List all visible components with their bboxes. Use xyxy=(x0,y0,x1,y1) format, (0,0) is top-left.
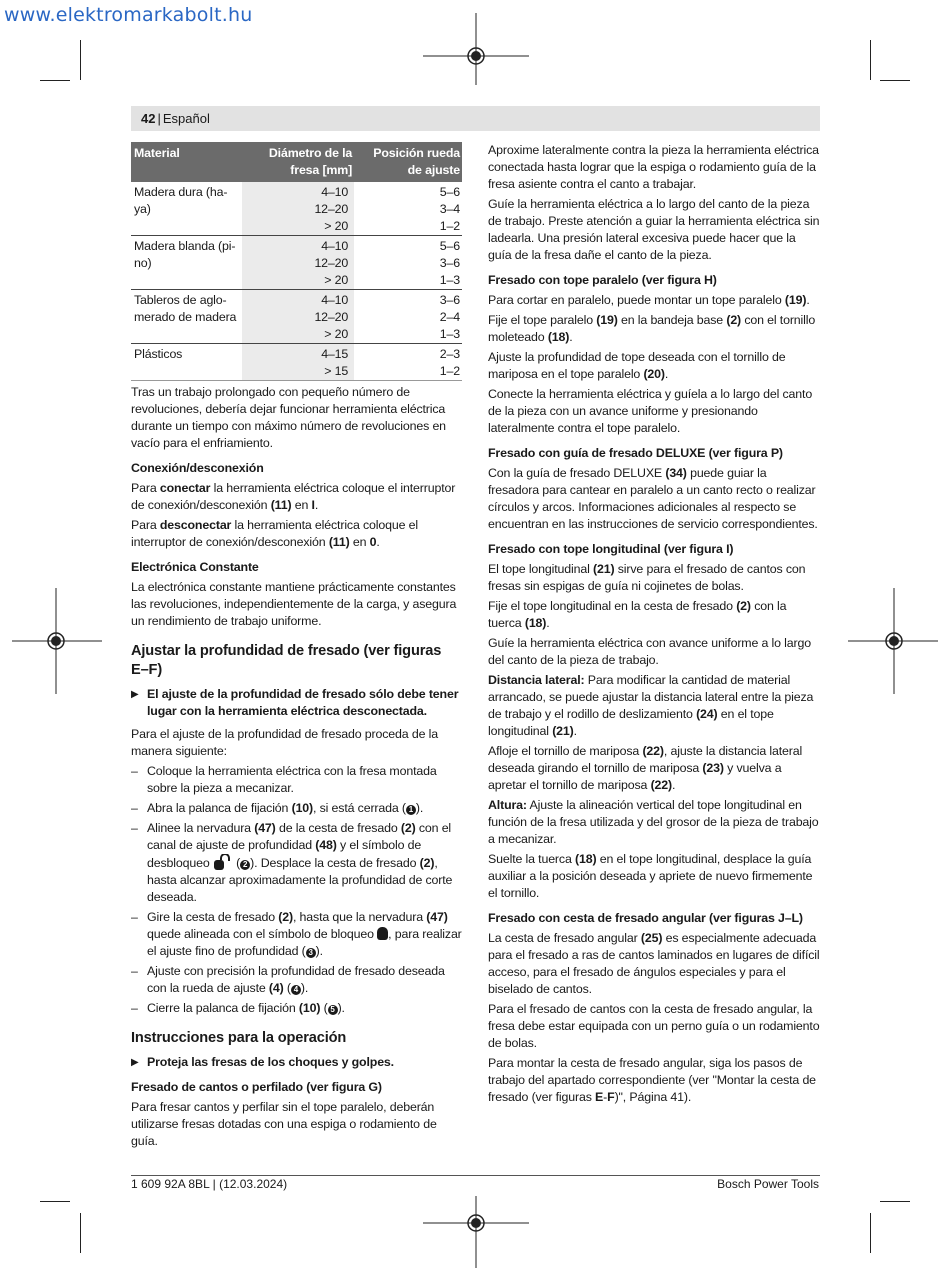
header-language: Español xyxy=(162,111,210,126)
paragraph: Para el fresado de cantos con la cesta de fresado angular, la fresa debe estar equipada con un perno guía o un rodamiento de bolas. xyxy=(488,1002,820,1050)
table-cell-position: 5–6 3–6 1–3 xyxy=(354,236,462,290)
cooling-paragraph: Tras un trabajo prolongado con pequeño número de revoluciones, debería dejar funcionar herramienta eléctrica durante un tiempo con máximo número de revoluciones en vacío para el enfriamiento. xyxy=(131,385,446,450)
paragraph: Suelte la tuerca (18) en el tope longitudinal, desplace la guía auxiliar a la posición deseada y apriete de nuevo firmemente el tornillo. xyxy=(488,852,813,900)
paragraph: La cesta de fresado angular (25) es especialmente adecuada para el fresado a ras de cantos laminados en lugares de difícil acceso, para el fresado de ángulos especiales y para el biselado de cantos. xyxy=(488,931,820,996)
heading-parallel-guide: Fresado con tope paralelo (ver figura H) xyxy=(488,273,717,287)
table-cell-diameter: 4–15 > 15 xyxy=(242,344,354,381)
crop-mark xyxy=(40,80,70,81)
heading-constant-electronics: Electrónica Constante xyxy=(131,560,259,574)
paragraph: Con la guía de fresado DELUXE (34) puede guiar la fresadora para cantear en paralelo a un canto recto o realizar círculos y arcos. Informaciones adicionales al respecto se encuentran en las instrucciones de servicio correspondientes. xyxy=(488,466,818,531)
table-header-diameter: Diámetro de la fresa [mm] xyxy=(242,142,354,182)
registration-mark-icon xyxy=(423,1196,529,1268)
crop-mark xyxy=(880,1201,910,1202)
paragraph: Afloje el tornillo de mariposa (22), ajuste la distancia lateral deseada girando el tornillo de mariposa (23) y vuelva a apretar el tornillo de mariposa (22). xyxy=(488,744,803,792)
paragraph: Para montar la cesta de fresado angular, siga los pasos de trabajo del apartado correspondiente (ver "Montar la cesta de fresado (ver figuras E-F)", Página 41). xyxy=(488,1056,816,1104)
crop-mark xyxy=(870,1213,871,1253)
warning-depth-adjustment: ▶ El ajuste de la profundidad de fresado sólo debe tener lugar con la herramienta eléctrica desconectada. xyxy=(131,687,459,718)
table-cell-material: Madera dura (ha- ya) xyxy=(131,182,242,236)
paragraph: Altura: Ajuste la alineación vertical del tope longitudinal en función de la fresa utilizada y del grosor de la pieza de trabajo a mecanizar. xyxy=(488,798,819,846)
list-item: – Ajuste con precisión la profundidad de fresado deseada con la rueda de ajuste (4) ( 4 ). xyxy=(131,963,462,997)
footer-divider xyxy=(131,1175,820,1176)
table-cell-position: 3–6 2–4 1–3 xyxy=(354,290,462,344)
table-cell-diameter: 4–10 12–20 > 20 xyxy=(242,182,354,236)
edge-guide-paragraph: Guíe la herramienta eléctrica a lo largo del canto de la pieza de trabajo. Preste atención a guiar la herramienta eléctrica sin ladearla. Una presión lateral excesiva puede hacer que la guía de la fresa dañe el canto de la pieza. xyxy=(488,197,820,262)
heading-deluxe-guide: Fresado con guía de fresado DELUXE (ver figura P) xyxy=(488,446,783,460)
list-item: – Alinee la nervadura (47) de la cesta de fresado (2) con el canal de ajuste de profundidad (48) y el símbolo de desbloqueo ( 2 ). Desplace la cesta de fresado (2), hasta alcanzar aproximadamente la profundidad de corte deseada. xyxy=(131,820,462,906)
registration-mark-icon xyxy=(12,588,102,694)
table-header-material: Material xyxy=(131,142,242,182)
step-number-icon: 4 xyxy=(291,985,301,995)
depth-intro-paragraph: Para el ajuste de la profundidad de fresado proceda de la manera siguiente: xyxy=(131,727,438,758)
table-cell-position: 2–3 1–2 xyxy=(354,344,462,381)
table-cell-position: 5–6 3–4 1–2 xyxy=(354,182,462,236)
constant-electronics-paragraph: La electrónica constante mantiene prácticamente constantes las revoluciones, independientemente de la carga, y asegura un rendimiento de trabajo uniforme. xyxy=(131,580,457,628)
warning-protect-bits: ▶ Proteja las fresas de los choques y golpes. xyxy=(131,1055,394,1069)
table-cell-material: Tableros de aglo- merado de madera xyxy=(131,290,242,344)
crop-mark xyxy=(80,1213,81,1253)
crop-mark xyxy=(880,80,910,81)
list-item: – Abra la palanca de fijación (10), si está cerrada ( 1 ). xyxy=(131,800,462,817)
heading-edge-milling: Fresado de cantos o perfilado (ver figura G) xyxy=(131,1080,382,1094)
depth-steps-list xyxy=(131,763,462,1017)
lock-icon xyxy=(377,927,388,940)
header-separator: | xyxy=(157,111,161,126)
footer-brand: Bosch Power Tools xyxy=(717,1177,819,1191)
edge-approach-paragraph: Aproxime lateralmente contra la pieza la herramienta eléctrica conectada hasta lograr que la espiga o rodamiento guía de la fresa asiente contra el canto a trabajar. xyxy=(488,143,819,191)
arrow-icon: ▶ xyxy=(131,1057,139,1068)
footer-doc-number: 1 609 92A 8BL | (12.03.2024) xyxy=(131,1177,288,1191)
table-cell-diameter: 4–10 12–20 > 20 xyxy=(242,236,354,290)
paragraph: Guíe la herramienta eléctrica con avance uniforme a lo largo del canto de la pieza de trabajo. xyxy=(488,636,811,667)
heading-on-off: Conexión/desconexión xyxy=(131,461,264,475)
registration-mark-icon xyxy=(848,588,938,694)
paragraph: Distancia lateral: Para modificar la cantidad de material arrancado, se puede ajustar la distancia lateral entre la pieza de trabajo y el rodillo de deslizamiento (24) en el tope longitudinal (21). xyxy=(488,673,814,738)
table-row xyxy=(131,290,462,344)
list-item: – Coloque la herramienta eléctrica con la fresa montada sobre la pieza a mecanizar. xyxy=(131,763,462,797)
edge-milling-paragraph: Para fresar cantos y perfilar sin el tope paralelo, deberán utilizarse fresas dotadas con una espiga o rodamiento de guía. xyxy=(131,1100,437,1148)
step-number-icon: 3 xyxy=(306,948,316,958)
unlock-icon xyxy=(213,854,233,870)
table-cell-material: Madera blanda (pi- no) xyxy=(131,236,242,290)
paragraph: Para cortar en paralelo, puede montar un tope paralelo (19). xyxy=(488,293,810,307)
step-number-icon: 5 xyxy=(328,1005,338,1015)
table-row xyxy=(131,236,462,290)
paragraph: Fije el tope paralelo (19) en la bandeja base (2) con el tornillo moleteado (18). xyxy=(488,313,816,344)
crop-mark xyxy=(80,40,81,80)
page-number: 42 xyxy=(141,111,156,126)
table-cell-material: Plásticos xyxy=(131,344,242,381)
page-header xyxy=(131,106,820,131)
milling-table xyxy=(131,142,462,381)
switch-off-paragraph: Para desconectar la herramienta eléctrica coloque el interruptor de conexión/desconexión (11) en 0. xyxy=(131,518,418,549)
paragraph: Fije el tope longitudinal en la cesta de fresado (2) con la tuerca (18). xyxy=(488,599,787,630)
paragraph: El tope longitudinal (21) sirve para el fresado de cantos con fresas sin espigas de guía ni cojinetes de bolas. xyxy=(488,562,806,593)
heading-operation: Instrucciones para la operación xyxy=(131,1030,347,1046)
list-item: – Cierre la palanca de fijación (10) ( 5 ). xyxy=(131,1000,462,1017)
heading-longitudinal-guide: Fresado con tope longitudinal (ver figura I) xyxy=(488,542,734,556)
crop-mark xyxy=(870,40,871,80)
list-item: – Gire la cesta de fresado (2), hasta que la nervadura (47) quede alineada con el símbolo de bloqueo , para realizar el ajuste fino de profundidad ( 3 ). xyxy=(131,909,462,960)
heading-angular-base: Fresado con cesta de fresado angular (ver figuras J–L) xyxy=(488,911,803,925)
table-row xyxy=(131,182,462,236)
table-row xyxy=(131,344,462,381)
switch-on-paragraph: Para conectar la herramienta eléctrica coloque el interruptor de conexión/desconexión (11) en I. xyxy=(131,481,456,512)
right-column xyxy=(488,142,820,1109)
step-number-icon: 1 xyxy=(406,805,416,815)
crop-mark xyxy=(40,1201,70,1202)
arrow-icon: ▶ xyxy=(131,689,139,700)
table-cell-diameter: 4–10 12–20 > 20 xyxy=(242,290,354,344)
registration-mark-icon xyxy=(423,13,529,85)
paragraph: Ajuste la profundidad de tope deseada con el tornillo de mariposa en el tope paralelo (20). xyxy=(488,350,786,381)
table-header-position: Posición rueda de ajuste xyxy=(354,142,462,182)
paragraph: Conecte la herramienta eléctrica y guíela a lo largo del canto de la pieza con un avance uniforme y presionando lateralmente contra el tope paralelo. xyxy=(488,387,813,435)
watermark-url[interactable]: www.elektromarkabolt.hu xyxy=(4,4,253,26)
step-number-icon: 2 xyxy=(240,860,250,870)
left-column xyxy=(131,142,462,1153)
heading-depth-adjustment: Ajustar la profundidad de fresado (ver figuras E–F) xyxy=(131,643,442,678)
